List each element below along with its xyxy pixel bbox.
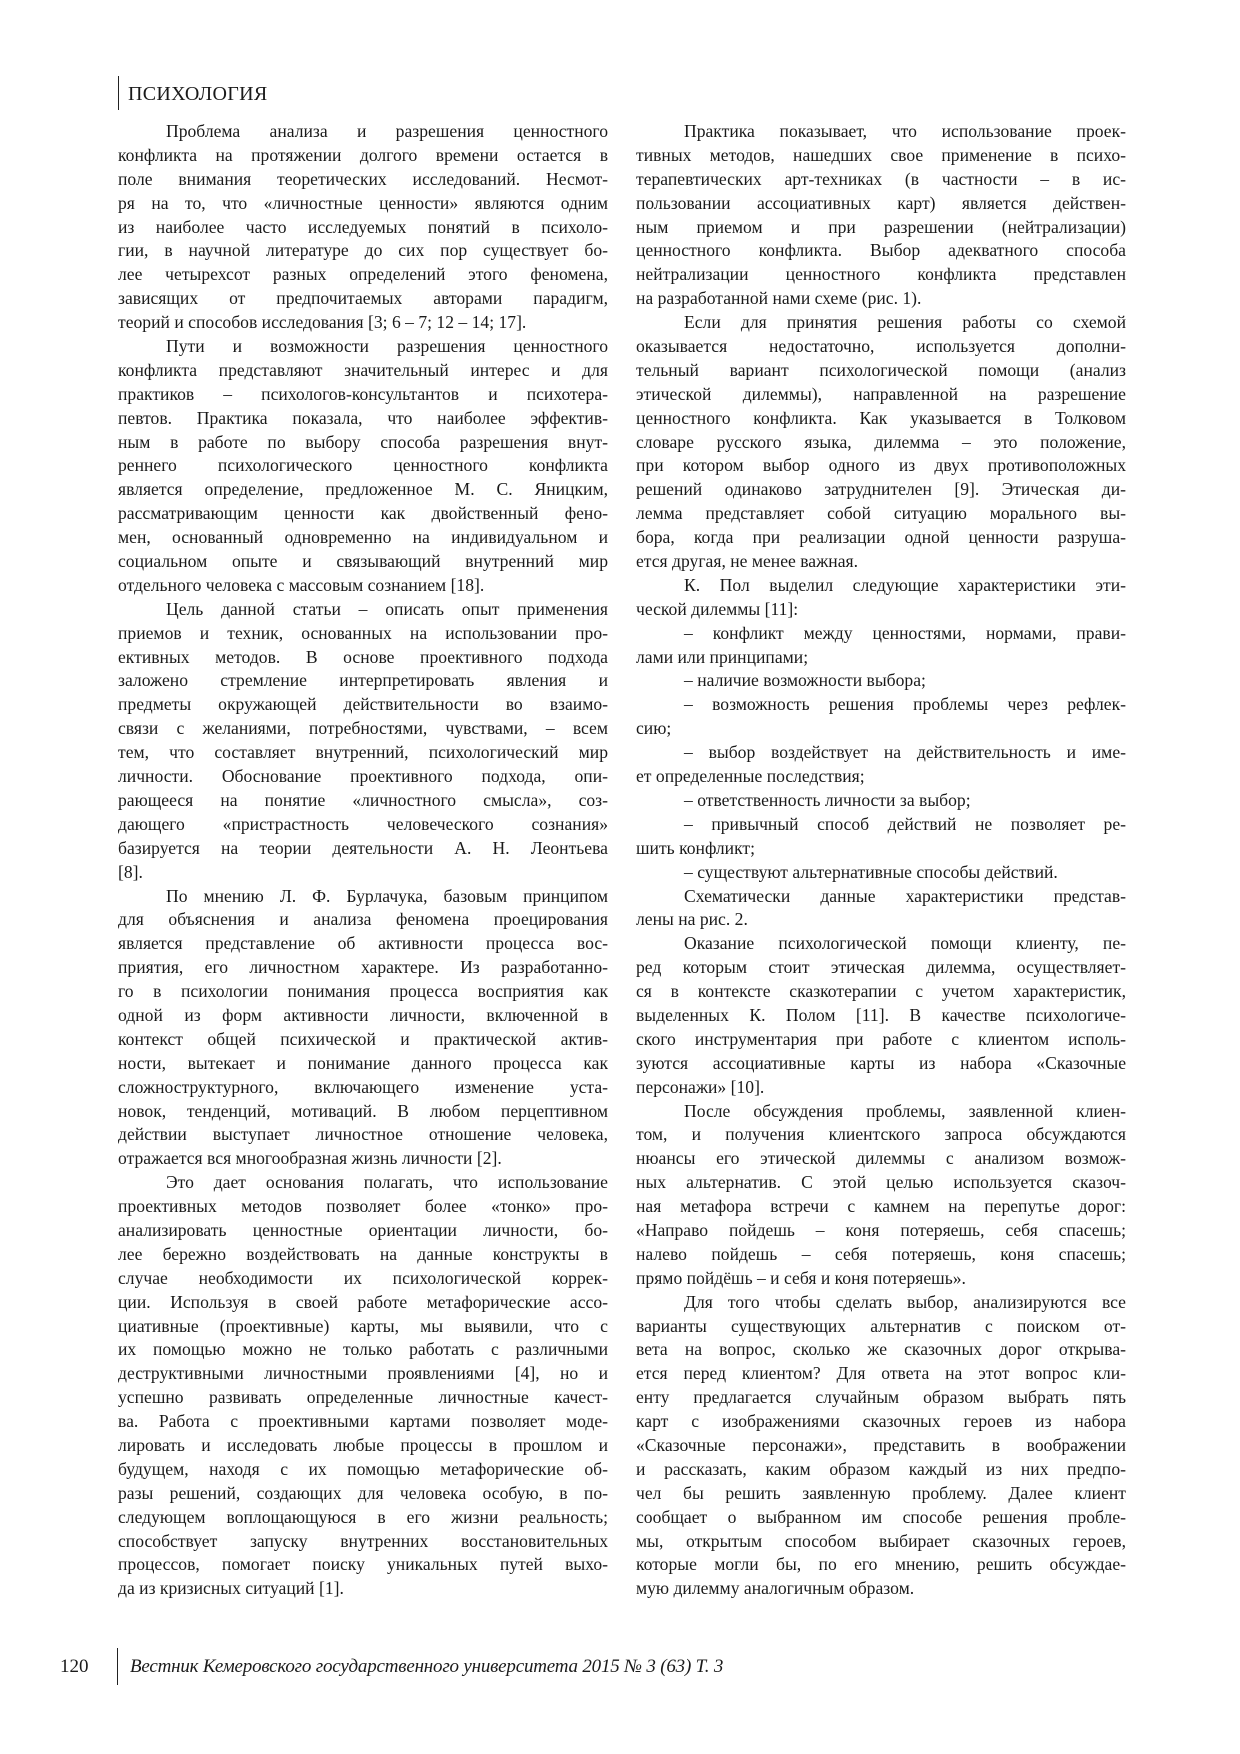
text-line: – выбор воздействует на действительность и име-: [684, 742, 1126, 763]
text-line: Если для принятия решения работы со схемой: [684, 312, 1126, 333]
text-line: новок, тенденций, мотиваций. В любом перцептивном: [118, 1100, 608, 1121]
text-line: нейтрализации ценностного конфликта представлен: [636, 264, 1126, 285]
page-number: 120: [60, 1656, 89, 1677]
text-line: Проблема анализа и разрешения ценностного: [166, 121, 608, 141]
text-line: циативные (проективные) карты, мы выявили, что с: [118, 1315, 608, 1336]
paragraph: [636, 861, 1126, 885]
text-line: ценностного конфликта. Выбор адекватного способа: [636, 240, 1126, 261]
paragraph: [636, 789, 1126, 813]
text-line: успешно развивать определенные личностные качест-: [118, 1387, 608, 1408]
paragraph: [118, 598, 608, 885]
page-footer: [0, 1648, 1240, 1688]
text-line: приемов и техник, основанных на использовании про-: [118, 622, 608, 643]
paragraph: [118, 1171, 608, 1601]
text-line: связи с желаниями, потребностями, чувствами, – всем: [118, 718, 608, 739]
text-line: Оказание психологической помощи клиенту, пе-: [684, 933, 1126, 954]
text-line: лами или принципами;: [636, 646, 809, 667]
paragraph: [636, 741, 1126, 789]
right-column: [636, 120, 1126, 1601]
text-line: Цель данной статьи – описать опыт применения: [166, 598, 608, 619]
text-line: гии, в научной литературе до сих пор существует бо-: [118, 240, 608, 261]
text-line: ективных методов. В основе проективного подхода: [118, 646, 608, 667]
text-line: дающего «пристрастность человеческого сознания»: [118, 813, 608, 834]
footer-divider: [117, 1648, 118, 1685]
text-line: социальном опыте и связывающий внутренний мир: [118, 551, 608, 572]
paragraph: [636, 693, 1126, 741]
text-line: «Направо пойдешь – коня потеряешь, себя спасешь;: [636, 1219, 1126, 1240]
text-line: Это дает основания полагать, что использование: [166, 1172, 608, 1193]
text-line: «Сказочные персонажи», представить в воображении: [636, 1434, 1126, 1455]
text-line: решений одинаково затруднителен [9]. Этическая ди-: [636, 479, 1126, 500]
text-line: оказывается недостаточно, используется дополни-: [636, 336, 1126, 357]
text-line: лее бережно воздействовать на данные конструкты в: [118, 1243, 608, 1264]
text-line: является определение, предложенное М. С. Яницким,: [118, 479, 608, 500]
text-line: их помощью можно не только работать с различными: [118, 1339, 608, 1360]
text-line: следующем воплощающуюся в его жизни реальность;: [118, 1506, 608, 1527]
text-line: прямо пойдёшь – и себя и коня потеряешь».: [636, 1267, 966, 1288]
text-line: базируется на теории деятельности А. Н. Леонтьева: [118, 837, 608, 858]
text-line: ется перед клиентом? Для ответа на этот вопрос кли-: [636, 1363, 1126, 1384]
text-line: да из кризисных ситуаций [1].: [118, 1578, 344, 1599]
text-line: ся в контексте сказкотерапии с учетом характеристик,: [636, 981, 1126, 1002]
text-line: ных альтернатив. С этой целью используется сказоч-: [636, 1172, 1126, 1193]
text-line: тельный вариант психологической помощи (анализ: [636, 359, 1126, 380]
text-line: – ответственность личности за выбор;: [684, 789, 971, 810]
text-line: лировать и исследовать любые процессы в прошлом и: [118, 1434, 608, 1455]
text-line: том, и получения клиентского запроса обсуждаются: [636, 1124, 1126, 1145]
text-line: мы, открытым способом выбирает сказочных героев,: [636, 1530, 1126, 1551]
text-line: Схематически данные характеристики представ-: [684, 885, 1126, 906]
text-line: сообщает о выбранном им способе решения пробле-: [636, 1506, 1126, 1527]
text-line: ческой дилеммы [11]:: [636, 598, 799, 619]
text-line: случае необходимости их психологической коррек-: [118, 1267, 608, 1288]
paragraph: [636, 813, 1126, 861]
text-line: ва. Работа с проективными картами позволяет моде-: [118, 1411, 608, 1432]
text-line: Практика показывает, что использование проек-: [684, 121, 1126, 141]
text-line: из наиболее часто исследуемых понятий в психоло-: [118, 216, 608, 237]
text-line: ского инструментария при работе с клиентом исполь-: [636, 1028, 1126, 1049]
text-line: бора, когда при реализации одной ценности разруша-: [636, 527, 1126, 548]
text-line: сию;: [636, 718, 672, 739]
paragraph: [636, 120, 1126, 311]
paragraph: [636, 1100, 1126, 1291]
text-line: карт с изображениями сказочных героев из набора: [636, 1411, 1126, 1432]
text-line: вета на вопрос, сколько же сказочных дорог открыва-: [636, 1339, 1126, 1360]
text-line: приятия, его личностном характере. Из разработанно-: [118, 957, 608, 978]
text-line: – возможность решения проблемы через рефлек-: [684, 694, 1126, 715]
text-line: предметы окружающей действительности во взаимо-: [118, 694, 608, 715]
paragraph: [636, 622, 1126, 670]
text-line: конфликта на протяжении долгого времени остается в: [118, 144, 608, 165]
paragraph: [636, 1291, 1126, 1602]
text-line: поле внимания теоретических исследований. Несмот-: [118, 168, 608, 189]
text-line: ным в работе по выбору способа разрешения внут-: [118, 431, 608, 452]
text-line: лее четырехсот разных определений этого феномена,: [118, 264, 608, 285]
text-line: является представление об активности процесса вос-: [118, 933, 608, 954]
text-line: словаре русского языка, дилемма – это положение,: [636, 431, 1126, 452]
text-line: тем, что составляет внутренний, психологический мир: [118, 742, 608, 763]
text-line: налево пойдешь – себя потеряешь, коня спасешь;: [636, 1243, 1126, 1264]
text-line: ря на то, что «личностные ценности» являются одним: [118, 192, 608, 213]
text-line: личности. Обоснование проективного подхода, опи-: [118, 766, 608, 787]
text-line: – существуют альтернативные способы действий.: [684, 861, 1058, 882]
text-line: конфликта представляют значительный интерес и для: [118, 359, 608, 380]
text-line: отражается вся многообразная жизнь личности [2].: [118, 1148, 502, 1169]
text-line: мен, основанный одновременно на индивидуальном и: [118, 527, 608, 548]
text-line: рающееся на понятие «личностного смысла», соз-: [118, 789, 608, 810]
text-line: ет определенные последствия;: [636, 766, 865, 787]
text-line: рассматривающим ценности как двойственный фено-: [118, 503, 608, 524]
text-line: енту предлагается случайным образом выбрать пять: [636, 1387, 1126, 1408]
text-line: лемма представляет собой ситуацию морального вы-: [636, 503, 1126, 524]
text-line: ности, вытекает и понимание данного процесса как: [118, 1052, 608, 1073]
text-line: тивных методов, нашедших свое применение в психо-: [636, 144, 1126, 165]
text-line: будущем, находя с их помощью метафорические об-: [118, 1458, 608, 1479]
text-line: мую дилемму аналогичным образом.: [636, 1578, 915, 1599]
text-line: персонажи» [10].: [636, 1076, 765, 1097]
section-header: [118, 76, 267, 110]
text-line: чел бы решить заявленную проблему. Далее клиент: [636, 1482, 1126, 1503]
paragraph: [118, 335, 608, 598]
text-line: зуются ассоциативные карты из набора «Сказочные: [636, 1052, 1126, 1073]
text-line: ная метафора встречи с камнем на перепутье дорог:: [636, 1196, 1126, 1217]
text-line: ется другая, не менее важная.: [636, 551, 858, 572]
text-line: сложноструктурного, включающего изменение уста-: [118, 1076, 608, 1097]
journal-title: Вестник Кемеровского государственного университета 2015 № 3 (63) Т. 3: [130, 1656, 724, 1677]
text-line: ценностного конфликта. Как указывается в Толковом: [636, 407, 1126, 428]
paragraph: [636, 311, 1126, 574]
text-line: способствует запуску внутренних восстановительных: [118, 1530, 608, 1551]
text-line: процессов, помогает поиску уникальных путей выхо-: [118, 1554, 608, 1575]
text-line: ред которым стоит этическая дилемма, осуществляет-: [636, 957, 1126, 978]
section-title: ПСИХОЛОГИЯ: [128, 83, 268, 105]
text-line: на разработанной нами схеме (рис. 1).: [636, 288, 922, 309]
text-line: реннего психологического ценностного конфликта: [118, 455, 608, 476]
text-line: контекст общей психической и практической актив-: [118, 1028, 608, 1049]
text-line: Пути и возможности разрешения ценностного: [166, 336, 608, 357]
text-line: – наличие возможности выбора;: [684, 670, 926, 691]
text-line: для объяснения и анализа феномена проецирования: [118, 909, 608, 930]
text-line: По мнению Л. Ф. Бурлачука, базовым принципом: [166, 885, 608, 906]
paragraph: [118, 885, 608, 1172]
paragraph: [118, 120, 608, 335]
text-line: Для того чтобы сделать выбор, анализируются все: [684, 1291, 1126, 1312]
text-line: отдельного человека с массовым сознанием [18].: [118, 574, 485, 595]
text-line: проективных методов позволяет более «тонко» про-: [118, 1196, 608, 1217]
text-line: [8].: [118, 861, 143, 882]
text-line: го в психологии понимания процесса восприятия как: [118, 981, 608, 1002]
text-line: К. Пол выделил следующие характеристики эти-: [684, 574, 1126, 595]
text-line: – привычный способ действий не позволяет ре-: [684, 813, 1126, 834]
text-line: После обсуждения проблемы, заявленной клиен-: [684, 1100, 1126, 1121]
text-line: ным приемом и при разрешении (нейтрализации): [636, 216, 1126, 237]
text-line: разы решений, создающих для человека особую, в по-: [118, 1482, 608, 1503]
left-column: [118, 120, 608, 1601]
text-line: лены на рис. 2.: [636, 909, 748, 930]
paragraph: [636, 669, 1126, 693]
text-line: одной из форм активности личности, включенной в: [118, 1004, 608, 1025]
text-line: варианты существующих альтернатив с поиском от-: [636, 1315, 1126, 1336]
text-line: которые могли бы, по его мнению, решить обсуждае-: [636, 1554, 1126, 1575]
text-line: деструктивными личностными проявлениями [4], но и: [118, 1363, 608, 1384]
text-line: выделенных К. Полом [11]. В качестве психологиче-: [636, 1004, 1126, 1025]
text-line: – конфликт между ценностями, нормами, прави-: [684, 622, 1126, 643]
text-line: теорий и способов исследования [3; 6 – 7; 12 – 14; 17].: [118, 312, 527, 333]
text-line: терапевтических арт-техниках (в частности – в ис-: [636, 168, 1126, 189]
text-line: и рассказать, каким образом каждый из них предпо-: [636, 1458, 1126, 1479]
text-line: заложено стремление интерпретировать явления и: [118, 670, 608, 691]
text-line: этической дилеммы), направленной на разрешение: [636, 383, 1126, 404]
text-line: пользовании ассоциативных карт) является действен-: [636, 192, 1126, 213]
paragraph: [636, 932, 1126, 1099]
text-line: нюансы его этической дилеммы с анализом возмож-: [636, 1148, 1126, 1169]
text-line: зависящих от предпочитаемых авторами парадигм,: [118, 288, 608, 309]
text-line: при котором выбор одного из двух противоположных: [636, 455, 1126, 476]
text-line: певтов. Практика показала, что наиболее эффектив-: [118, 407, 608, 428]
text-line: ции. Используя в своей работе метафорические ассо-: [118, 1291, 608, 1312]
text-line: анализировать ценностные ориентации личности, бо-: [118, 1219, 608, 1240]
text-line: практиков – психологов-консультантов и психотера-: [118, 383, 608, 404]
paragraph: [636, 574, 1126, 622]
paragraph: [636, 885, 1126, 933]
text-line: действии выступает личностное отношение человека,: [118, 1124, 608, 1145]
text-line: шить конфликт;: [636, 837, 755, 858]
